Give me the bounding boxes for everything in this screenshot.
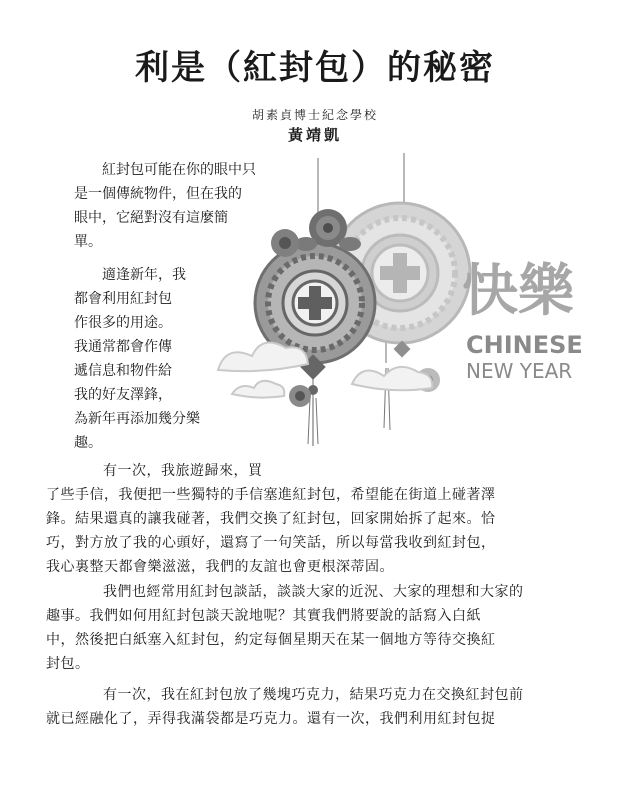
new-year-text: NEW YEAR [466,359,573,383]
chinese-text: CHINESE [466,331,583,359]
text-line: 作很多的用途。 [74,315,172,331]
text-line: 有一次，我在紅封包放了幾塊巧克力，結果巧克力在交換紅封包前 [74,687,524,703]
text-line: 適逢新年，我 [74,267,186,283]
text-line: 了些手信，我便把一些獨特的手信塞進紅封包，希望能在街道上碰著澤 [46,487,496,503]
text-line: 就已經融化了，弄得我滿袋都是巧克力。還有一次，我們利用紅封包捉 [46,711,496,727]
text-line: 單。 [74,234,102,250]
text-line: 遞信息和物件給 [74,363,172,379]
text-line: 都會利用紅封包 [74,291,172,307]
author-name: 黃靖凱 [287,126,342,144]
peony-icon [289,385,311,407]
paragraph-3 [46,459,554,579]
text-line: 眼中，它絕對沒有這麼簡 [74,210,228,226]
text-line: 我心裏整天都會樂滋滋，我們的友誼也會更根深蒂固。 [46,559,394,575]
text-line: 為新年再添加幾分樂 [74,411,200,427]
text-line: 是一個傳統物件，但在我的 [74,186,242,202]
text-line: 我通常都會作傳 [74,339,172,355]
paragraph-2 [74,263,200,455]
text-line: 鋒。結果還真的讓我碰著，我們交換了紅封包，回家開始拆了起來。恰 [46,511,496,527]
article-title: 利是（紅封包）的秘密 [135,48,495,88]
school-name: 胡素貞博士紀念學校 [251,108,378,122]
text-line: 有一次，我旅遊歸來，買 [74,463,263,479]
text-line: 封包。 [46,656,90,672]
paragraph-5 [46,683,554,731]
text-line: 我的好友澤鋒， [74,387,172,403]
text-line: 紅封包可能在你的眼中只 [74,162,256,178]
text-line: 趣。 [74,435,102,451]
text-line: 趣事。我們如何用紅封包談天說地呢？其實我們將要說的話寫入白紙 [46,608,481,624]
paragraph-4 [46,580,554,676]
text-line: 巧，對方放了我的心頭好，還寫了一句笑話，所以每當我收到紅封包， [46,535,496,551]
text-line: 中，然後把白紙塞入紅封包，約定每個星期天在某一個地方等待交換紅 [46,632,496,648]
happy-chinese-text: 快樂 [462,259,574,324]
text-line: 我們也經常用紅封包談話，談談大家的近況、大家的理想和大家的 [74,584,524,600]
peony-icon [271,229,299,257]
